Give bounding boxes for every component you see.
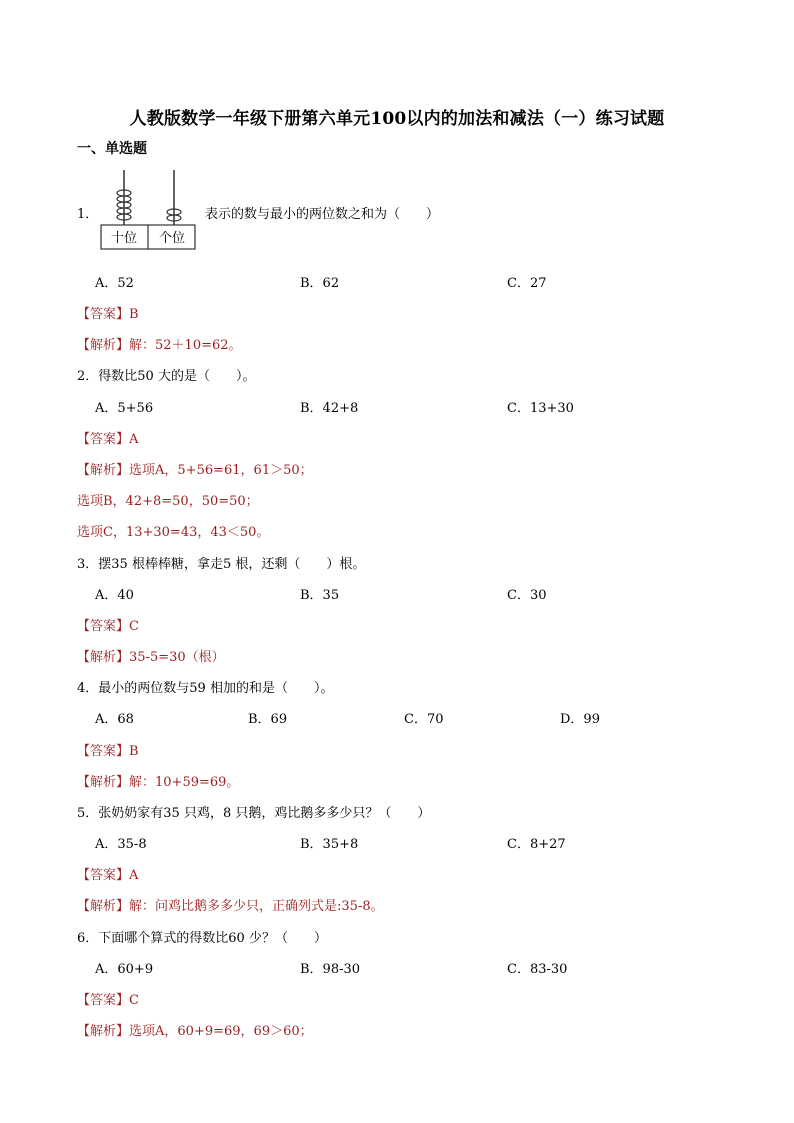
abacus-tens-label: 十位 [110, 231, 138, 246]
q1-option-a: A．52 [95, 276, 134, 291]
q3-option-a: A．40 [95, 588, 134, 603]
q6-analysis: 【解析】选项A，60+9=69，69＞60； [77, 1024, 313, 1039]
q4-option-a: A．68 [95, 712, 134, 727]
q3-option-c: C．30 [507, 588, 547, 603]
q2-option-a: A．5+56 [95, 401, 154, 416]
question-6-stem: 6．下面哪个算式的得数比60 少？（ ） [77, 931, 327, 946]
q5-analysis: 【解析】解：问鸡比鹅多多少只，正确列式是:35-8。 [77, 899, 384, 914]
q1-analysis: 【解析】解：52＋10=62。 [77, 338, 242, 353]
q6-answer: 【答案】C [77, 993, 139, 1008]
q2-option-b: B．42+8 [300, 401, 359, 416]
question-2-stem: 2．得数比50 大的是（ ）。 [77, 369, 256, 384]
q5-option-c: C．8+27 [507, 837, 566, 852]
question-1-stem: 表示的数与最小的两位数之和为（ ） [205, 207, 440, 222]
q4-option-c: C．70 [404, 712, 444, 727]
q1-option-b: B．62 [300, 276, 340, 291]
q4-option-d: D．99 [560, 712, 600, 727]
question-1-number: 1． [77, 207, 99, 222]
abacus-image [100, 168, 196, 250]
q2-answer: 【答案】A [77, 432, 139, 447]
q6-option-c: C．83-30 [507, 962, 568, 977]
q4-analysis: 【解析】解：10+59=69。 [77, 775, 240, 790]
page-title: 人教版数学一年级下册第六单元100以内的加法和减法（一）练习试题 [129, 109, 665, 129]
q6-option-a: A．60+9 [95, 962, 154, 977]
q3-option-b: B．35 [300, 588, 340, 603]
q5-option-a: A．35-8 [95, 837, 147, 852]
q4-option-b: B．69 [248, 712, 288, 727]
abacus-ones-label: 个位 [158, 231, 186, 246]
question-3-stem: 3．摆35 根棒棒糖，拿走5 根，还剩（ ）根。 [77, 557, 366, 572]
question-5-stem: 5．张奶奶家有35 只鸡，8 只鹅，鸡比鹅多多少只？（ ） [77, 806, 431, 821]
q2-analysis-2: 选项B，42+8=50，50=50； [77, 494, 259, 509]
q2-analysis-3: 选项C，13+30=43，43＜50。 [77, 525, 270, 540]
q4-answer: 【答案】B [77, 744, 139, 759]
q3-answer: 【答案】C [77, 619, 139, 634]
q5-option-b: B．35+8 [300, 837, 359, 852]
question-4-stem: 4．最小的两位数与59 相加的和是（ ）。 [77, 681, 334, 696]
q3-analysis: 【解析】35-5=30（根） [77, 650, 225, 665]
section-heading: 一、单选题 [77, 141, 147, 157]
q5-answer: 【答案】A [77, 868, 139, 883]
q2-option-c: C．13+30 [507, 401, 574, 416]
q1-option-c: C．27 [507, 276, 547, 291]
q6-option-b: B．98-30 [300, 962, 361, 977]
q2-analysis-1: 【解析】选项A，5+56=61，61＞50； [77, 463, 313, 478]
q1-answer: 【答案】B [77, 307, 139, 322]
